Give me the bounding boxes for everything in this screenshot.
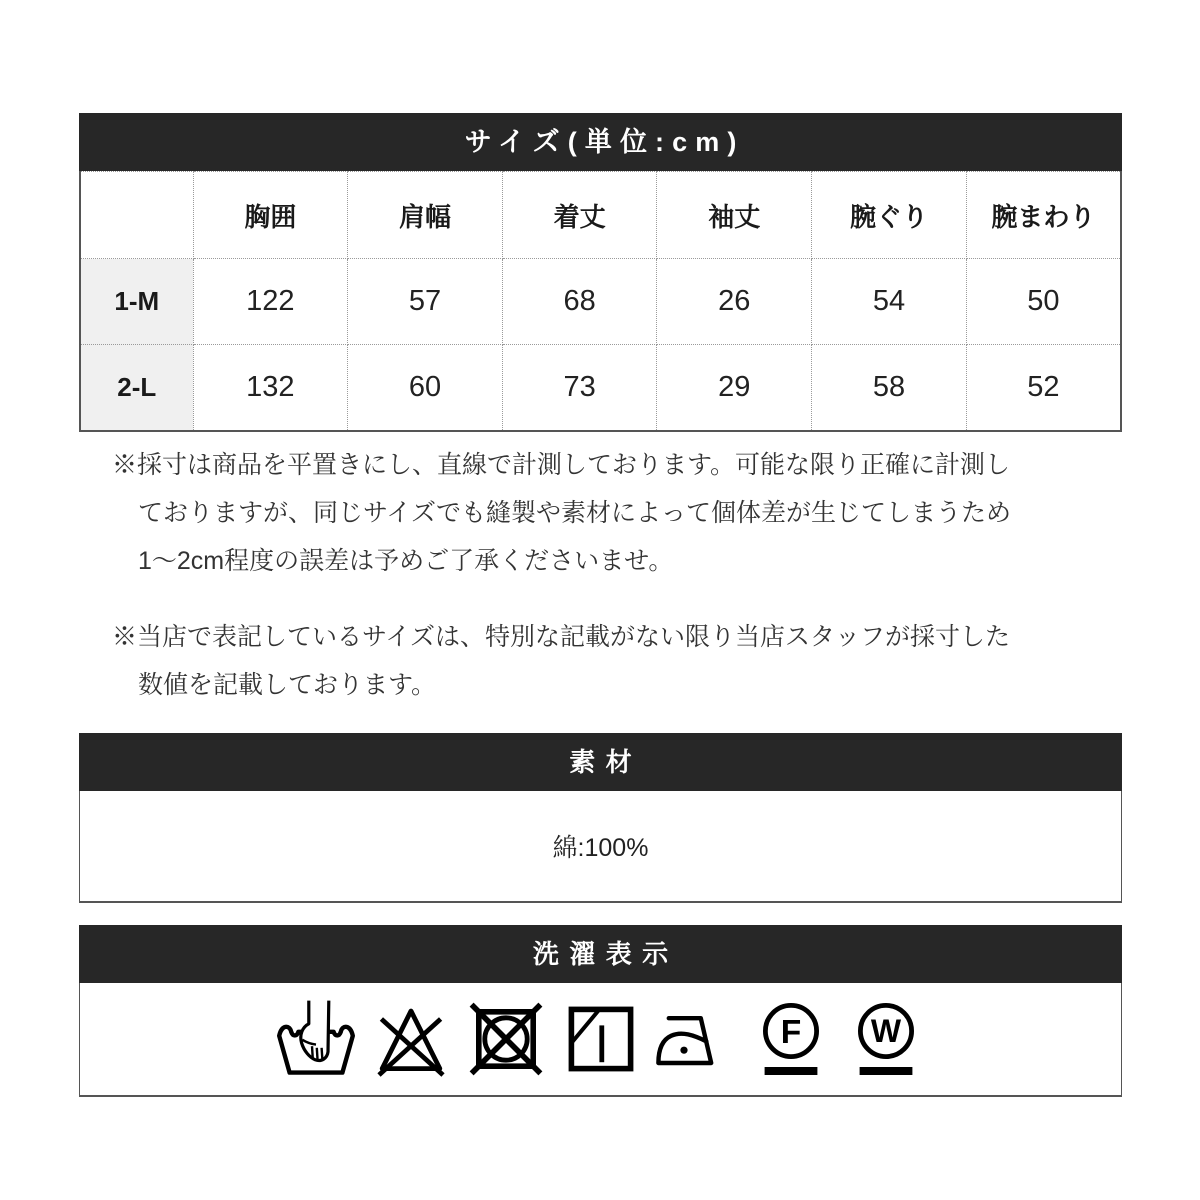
note-line: ておりますが、同じサイズでも縫製や素材によって個体差が生じてしまうため [138,499,1012,527]
size-chart-section [79,113,1122,432]
do-not-bleach-icon [371,999,451,1079]
size-cell: 60 [348,345,503,431]
professional-dry-clean-gentle-icon [751,999,831,1079]
size-table [79,171,1122,432]
do-not-tumble-dry-icon [466,999,546,1079]
material-value: 綿:100% [79,791,1122,903]
measurement-note [112,441,1112,585]
laundry-title: 洗濯表示 [79,925,1122,983]
professional-wet-clean-gentle-icon [846,999,926,1079]
iron-low-heat-icon [656,999,736,1079]
laundry-icon-row [79,983,1122,1097]
sizing-note [112,613,1112,709]
size-cell: 58 [812,345,967,431]
size-table-header-row [80,172,1121,259]
size-cell: 52 [966,345,1121,431]
material-section [79,733,1122,903]
size-cell: 122 [193,259,348,345]
note-line: ※採寸は商品を平置きにし、直線で計測しております。可能な限り正確に計測し [112,451,1011,479]
size-table-row [80,345,1121,431]
size-cell: 54 [812,259,967,345]
size-cell: 68 [502,259,657,345]
note-line: 数値を記載しております。 [138,671,437,699]
size-cell: 50 [966,259,1121,345]
size-col-header: 肩幅 [348,172,503,259]
laundry-section [79,925,1122,1097]
size-cell: 73 [502,345,657,431]
size-cell: 57 [348,259,503,345]
size-col-header: 袖丈 [657,172,812,259]
size-col-header: 着丈 [502,172,657,259]
size-col-header: 腕ぐり [812,172,967,259]
size-table-row [80,259,1121,345]
note-line: ※当店で表記しているサイズは、特別な記載がない限り当店スタッフが採寸した [112,623,1011,651]
size-col-header: 胸囲 [193,172,348,259]
size-chart-title: サイズ(単位:cm) [79,113,1122,171]
wet-clean-letter: W [870,1013,901,1050]
size-cell: 132 [193,345,348,431]
hand-wash-icon [276,999,356,1079]
material-title: 素材 [79,733,1122,791]
size-cell: 29 [657,345,812,431]
size-cell: 26 [657,259,812,345]
size-row-label: 1-M [80,259,193,345]
dry-clean-letter: F [780,1014,801,1051]
size-col-header: 腕まわり [966,172,1121,259]
size-table-corner-cell [80,172,193,259]
note-line: 1〜2cm程度の誤差は予めご了承くださいませ。 [138,547,674,575]
size-row-label: 2-L [80,345,193,431]
line-dry-in-shade-icon [561,999,641,1079]
